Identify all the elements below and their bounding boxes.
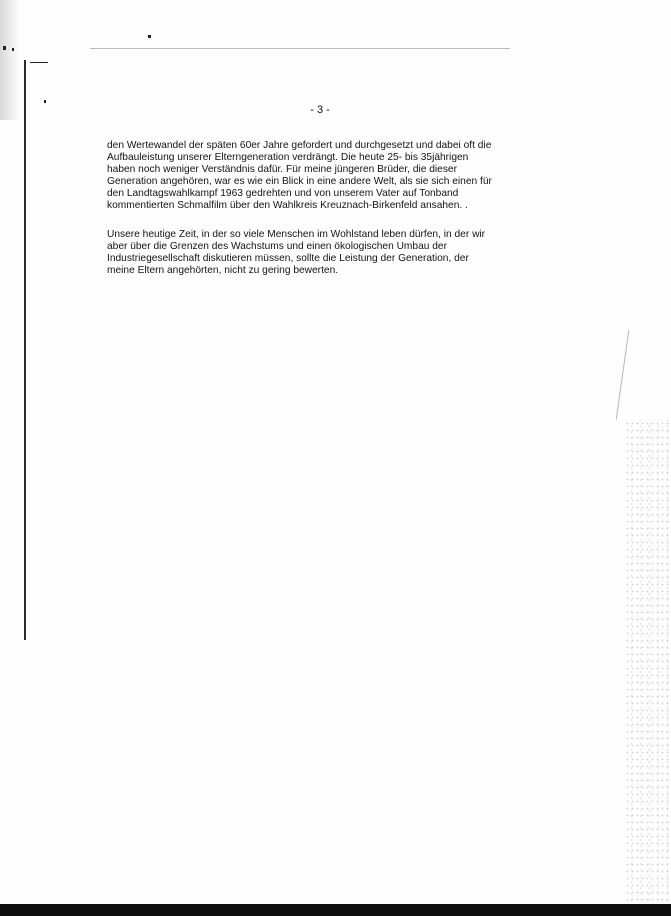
text-line: haben noch weniger Verständnis dafür. Für meine jüngeren Brüder, die dieser — [107, 164, 457, 175]
scan-noise-line — [90, 48, 510, 49]
scan-speck — [44, 100, 46, 103]
scan-speck — [30, 62, 48, 63]
text-line: aber über die Grenzen des Wachstums und einen ökologischen Umbau der — [107, 241, 447, 252]
text-line: meine Eltern angehörten, nicht zu gering bewerten. — [107, 265, 339, 276]
scan-speck — [148, 35, 151, 38]
scan-edge-mark — [616, 330, 630, 419]
paragraph-2 — [107, 229, 547, 277]
scan-bottom-edge — [0, 904, 671, 916]
text-line: Generation angehören, war es wie ein Blick in eine andere Welt, als sie sich einen für — [107, 176, 492, 187]
text-line: kommentierten Schmalfilm über den Wahlkreis Kreuznach-Birkenfeld ansahen. . — [107, 200, 468, 211]
page-number: - 3 - — [310, 104, 330, 116]
scan-speck — [12, 48, 14, 51]
text-line: den Landtagswahlkampf 1963 gedrehten und von unserem Vater auf Tonband — [107, 188, 459, 199]
scan-margin-line — [24, 60, 26, 640]
scan-noise-area — [625, 420, 671, 904]
scan-edge-shadow — [0, 0, 20, 120]
scan-speck — [3, 46, 6, 50]
text-line: Aufbauleistung unserer Elterngeneration verdrängt. Die heute 25- bis 35jährigen — [107, 152, 469, 163]
paragraph-1 — [107, 140, 547, 212]
text-line: Industriegesellschaft diskutieren müssen, sollte die Leistung der Generation, der — [107, 253, 469, 264]
text-line: den Wertewandel der späten 60er Jahre gefordert und durchgesetzt und dabei oft die — [107, 140, 492, 151]
text-line: Unsere heutige Zeit, in der so viele Menschen im Wohlstand leben dürfen, in der wir — [107, 229, 486, 240]
